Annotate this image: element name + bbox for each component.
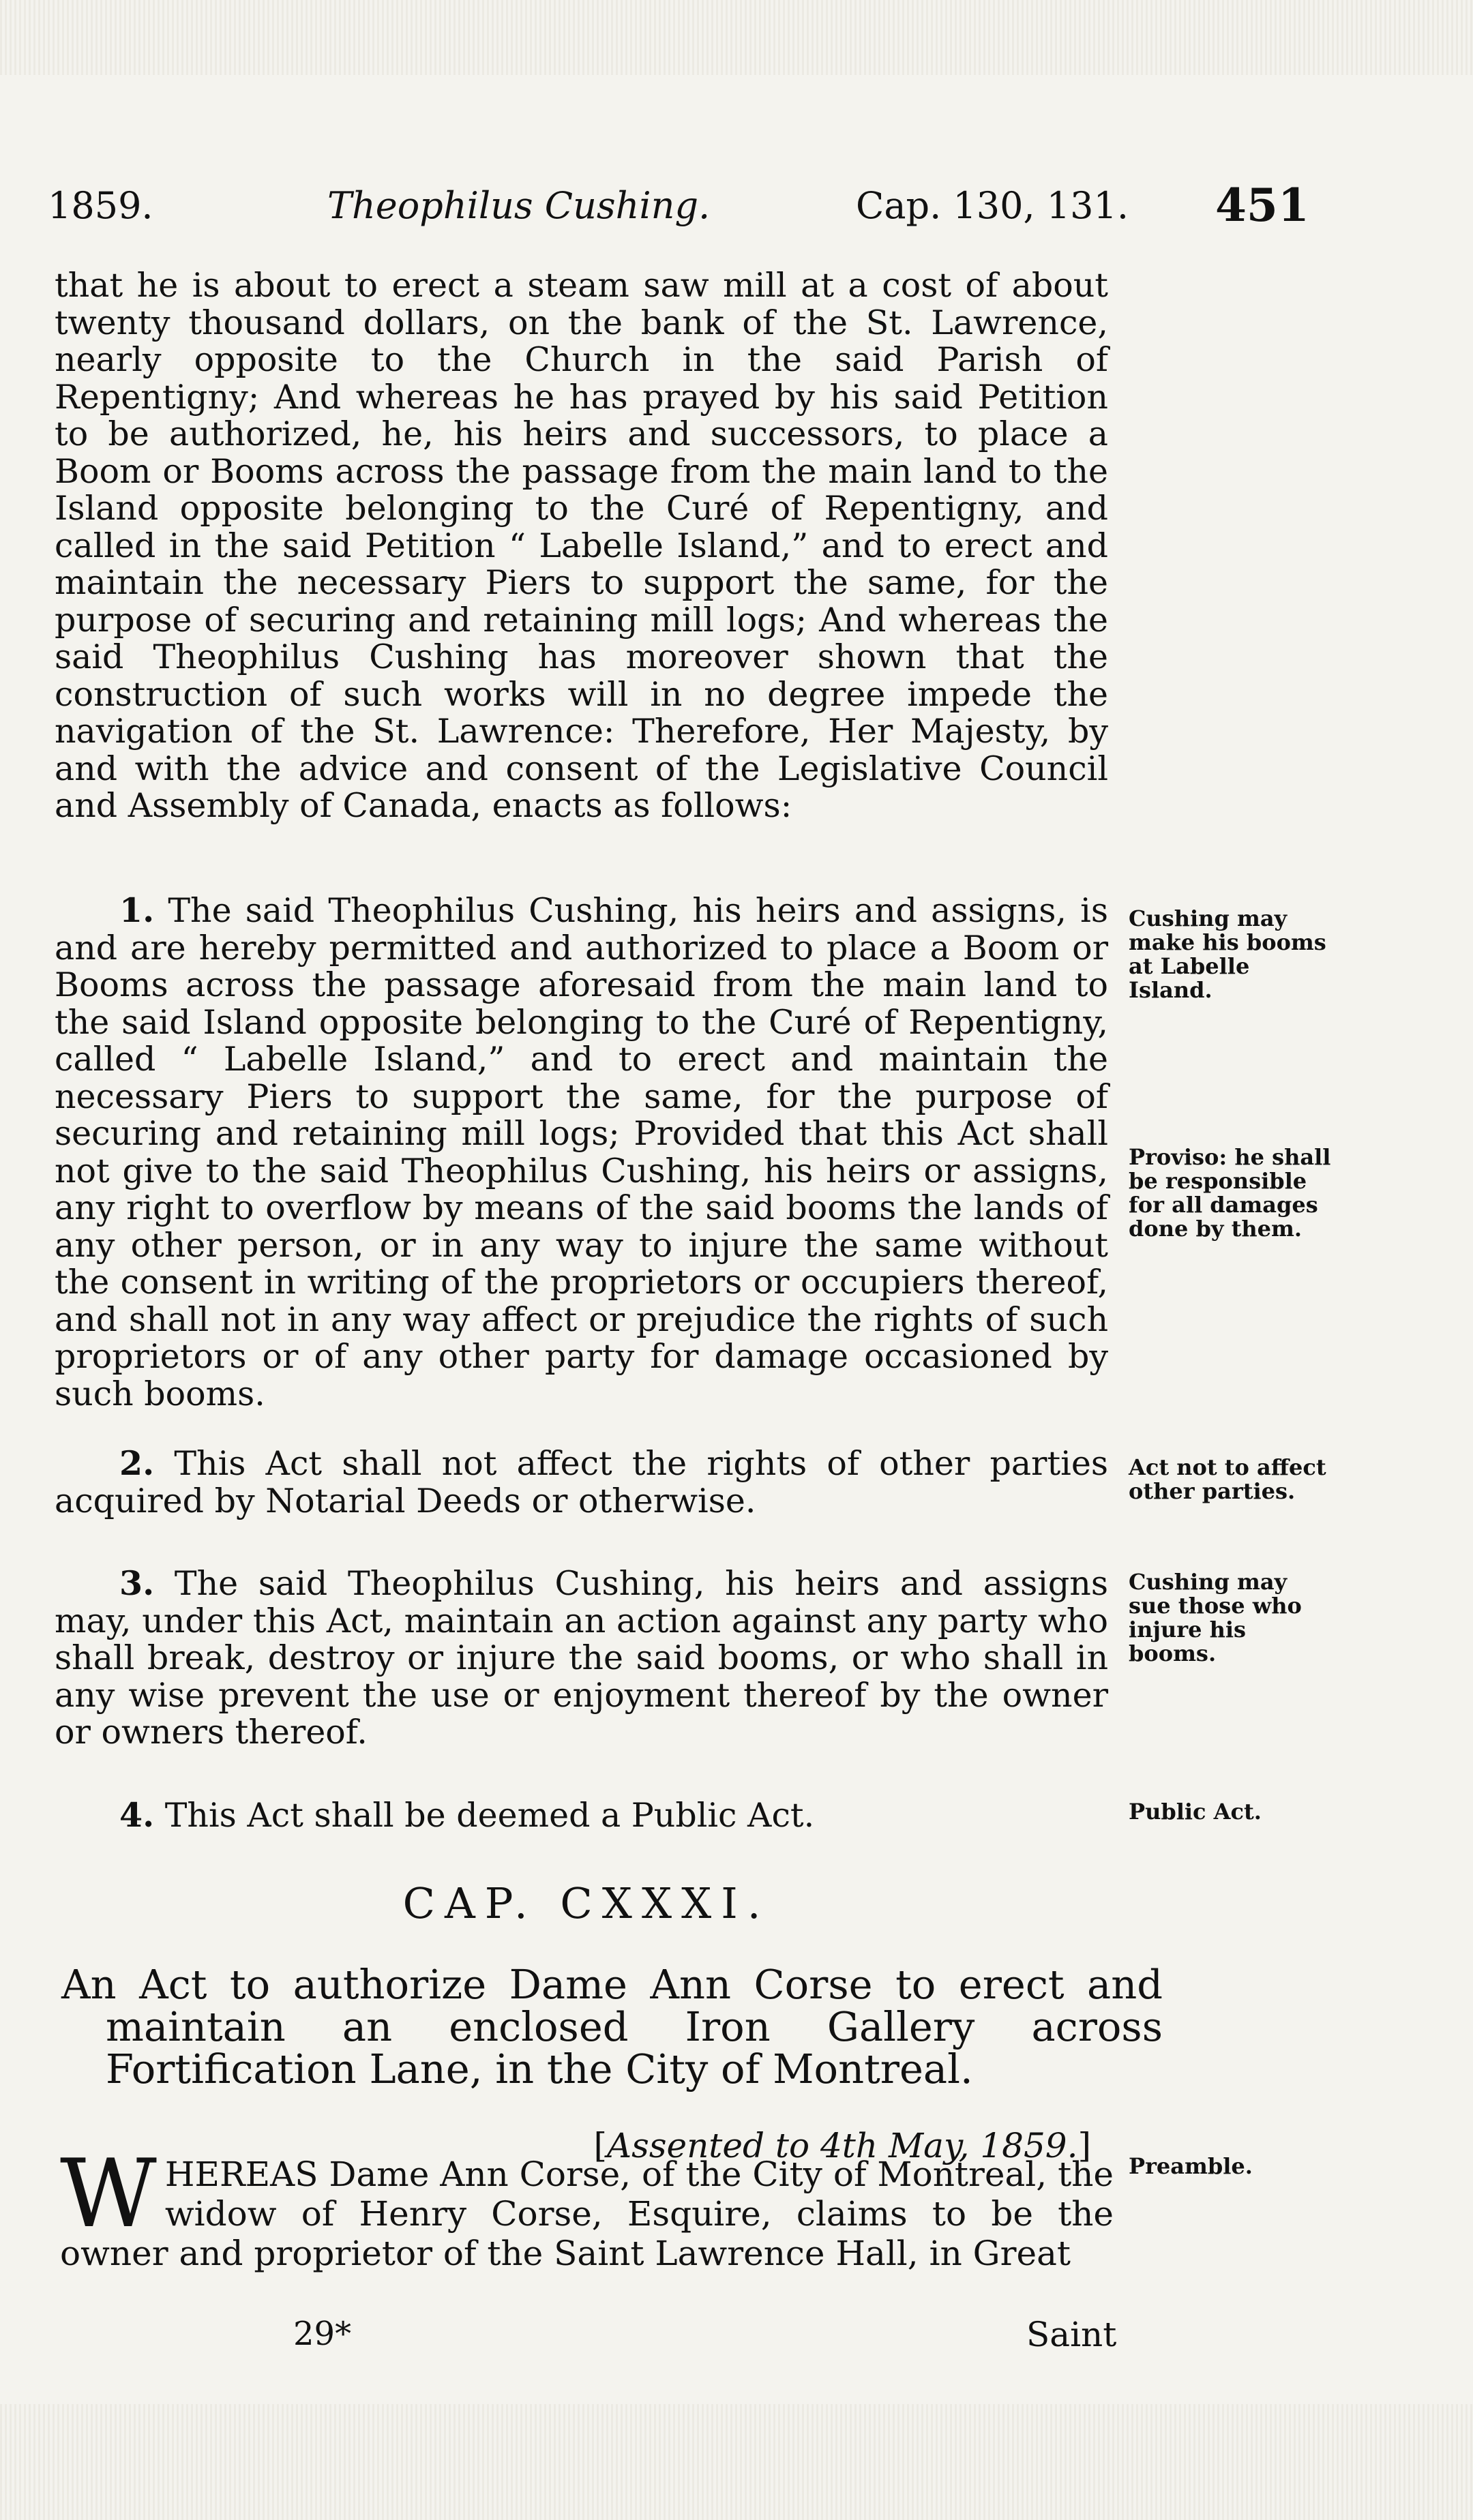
section-4 [55, 1797, 1108, 1835]
section-3 [55, 1565, 1108, 1752]
section-number: 3. [119, 1563, 155, 1603]
margin-note: Preamble. [1129, 2153, 1253, 2179]
drop-cap: W [60, 2139, 157, 2249]
header-chapter: Cap. 130, 131. [856, 184, 1129, 227]
assent-date: Assented to 4th May, 1859. [607, 2126, 1078, 2165]
header-title: Theophilus Cushing. [327, 184, 711, 227]
assent-bracket-open: [ [593, 2126, 608, 2165]
margin-note: Public Act. [1129, 1799, 1262, 1825]
section-1 [55, 892, 1108, 1413]
section-text: This Act shall not affect the rights of other parties acquired by Notarial Deeds or otherwise. [55, 1444, 1108, 1520]
assent-bracket-close: ] [1077, 2126, 1091, 2165]
section-number: 1. [119, 890, 155, 930]
section-2 [55, 1445, 1108, 1520]
page-number: 451 [1215, 179, 1309, 232]
section-text: This Act shall be deemed a Public Act. [164, 1796, 815, 1835]
margin-note: Cushing may sue those who injure his booms. [1129, 1569, 1302, 1666]
intro-paragraph: that he is about to erect a steam saw mill at a cost of about twenty thousand dollars, on the bank of the St. Lawrence, nearly opposite to the Church in the said Parish of Repentigny; And whereas he has prayed by his said Petition to be authorized, he, his heirs and successors, to place a Boom or Booms across the passage from the main land to the Island opposite belonging to the Curé of Repentigny, and called in the said Petition “ Labelle Island,” and to erect and maintain the necessary Piers to support the same, for the purpose of securing and retaining mill logs; And whereas the said Theophilus Cushing has moreover shown that the construction of such works will in no degree impede the navigation of the St. Lawrence: Therefore, Her Majesty, by and with the advice and consent of the Legislative Council and Assembly of Canada, enacts as follows: [55, 266, 1108, 825]
running-header [48, 179, 1330, 239]
margin-note: Proviso: he shall be responsible for all damages done by them. [1129, 1144, 1331, 1242]
scan-noise-top [0, 0, 1473, 75]
section-number: 4. [119, 1795, 155, 1835]
catchword: Saint [1026, 2315, 1117, 2354]
section-text: The said Theophilus Cushing, his heirs and assigns, is and are hereby permitted and authorized to place a Boom or Booms across the passage aforesaid from the main land to the said Island opposite belonging to the Curé of Repentigny, called “ Labelle Island,” and to erect and maintain the necessary Piers to support the same, for the purpose of securing and retaining mill logs; Provided that this Act shall not give to the said Theophilus Cushing, his heirs or assigns, any right to overflow by means of the said booms the lands of any other person, or in any way to injure the same without the consent in writing of the proprietors or occupiers thereof, and shall not in any way affect or prejudice the rights of such proprietors or of any other party for damage occasioned by such booms. [55, 891, 1108, 1413]
signature-mark: 29* [293, 2315, 352, 2353]
header-year: 1859. [48, 184, 153, 227]
section-text: The said Theophilus Cushing, his heirs and assigns may, under this Act, maintain an action against any party who shall break, destroy or injure the said booms, or who shall in any wise prevent the use or enjoyment thereof by the owner or owners thereof. [55, 1564, 1108, 1752]
scan-noise-bottom [0, 2404, 1473, 2520]
chapter-heading: CAP. CXXXI. [402, 1878, 771, 1928]
preamble-text: HEREAS Dame Ann Corse, of the City of Montreal, the widow of Henry Corse, Esquire, claims to be the owner and proprietor of the Saint Lawrence Hall, in Great [60, 2155, 1114, 2273]
act-title: An Act to authorize Dame Ann Corse to erect and maintain an enclosed Iron Gallery across Fortification Lane, in the City of Montreal. [61, 1961, 1163, 2092]
margin-note: Cushing may make his booms at Labelle Island. [1129, 905, 1326, 1003]
section-number: 2. [119, 1443, 155, 1483]
margin-note: Act not to affect other parties. [1129, 1454, 1326, 1504]
